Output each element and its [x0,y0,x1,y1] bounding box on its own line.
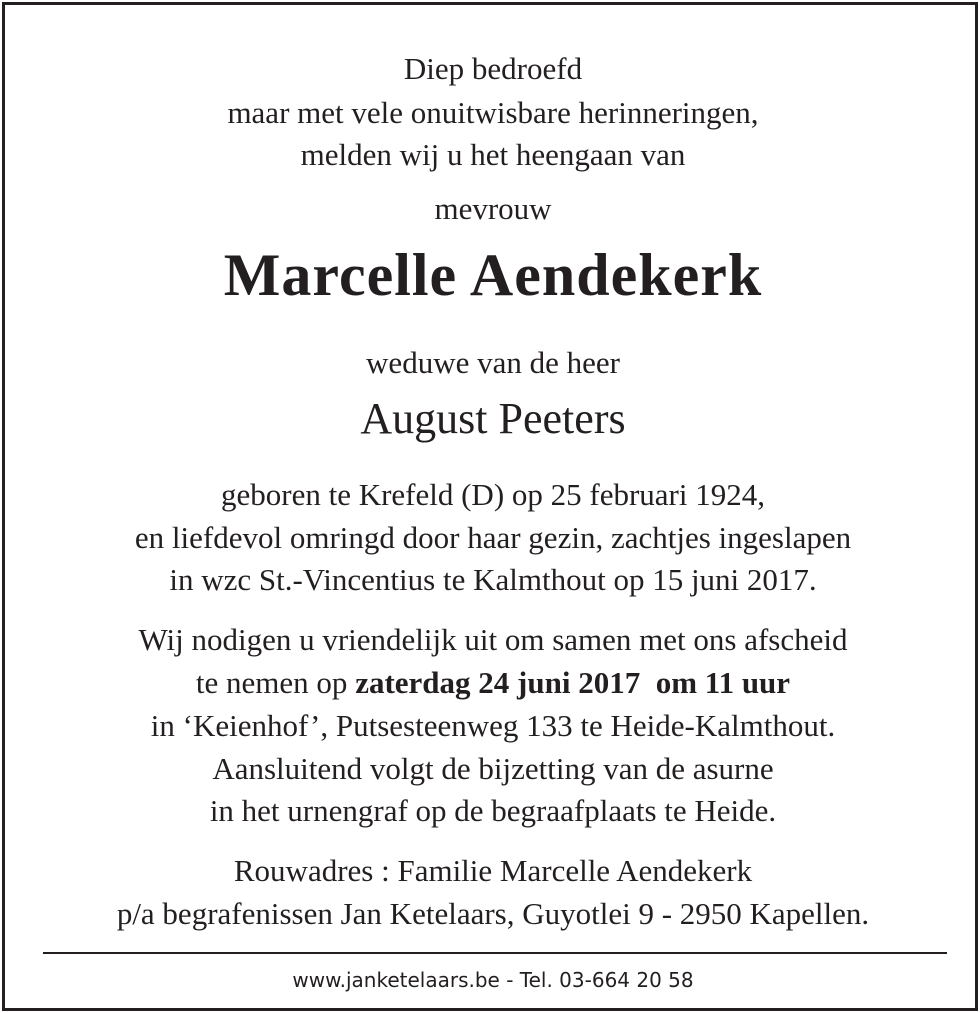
details-line-2: en liefdevol omringd door haar gezin, zachtjes ingeslapen [134,520,852,555]
deceased-name: Marcelle Aendekerk [223,242,763,308]
ceremony-date: zaterdag 24 juni 2017 [355,665,641,700]
ceremony-prefix: te nemen op [195,665,356,700]
notice-frame [2,2,978,1011]
address-line-1: Rouwadres : Familie Marcelle Aendekerk [233,853,753,888]
details-line-1: geboren te Krefeld (D) op 25 februari 1924, [220,477,765,512]
details-line-3: in wzc St.-Vincentius te Kalmthout op 15 juni 2017. [169,562,817,597]
title-mevrouw: mevrouw [434,191,552,226]
ceremony-time: om 11 uur [655,665,791,700]
intro-line-2: maar met vele onuitwisbare herinneringen, [227,95,759,130]
ceremony-line-1: Wij nodigen u vriendelijk uit om samen met ons afscheid [138,622,848,657]
ceremony-line-4: Aansluitend volgt de bijzetting van de asurne [212,751,774,786]
intro-line-1: Diep bedroefd [403,51,583,86]
address-line-2: p/a begrafenissen Jan Ketelaars, Guyotlei 9 - 2950 Kapellen. [116,896,870,931]
divider-rule [43,952,947,954]
relation-text: weduwe van de heer [366,345,620,380]
ceremony-line-3: in ‘Keienhof’, Putsesteenweg 133 te Heide-Kalmthout. [150,708,836,743]
ceremony-line-5: in het urnengraf op de begraafplaats te Heide. [209,793,777,828]
ceremony-line-2 [5,665,980,701]
footer-contact: www.janketelaars.be - Tel. 03-664 20 58 [292,968,694,992]
intro-line-3: melden wij u het heengaan van [300,137,686,172]
spouse-name: August Peeters [360,394,626,443]
